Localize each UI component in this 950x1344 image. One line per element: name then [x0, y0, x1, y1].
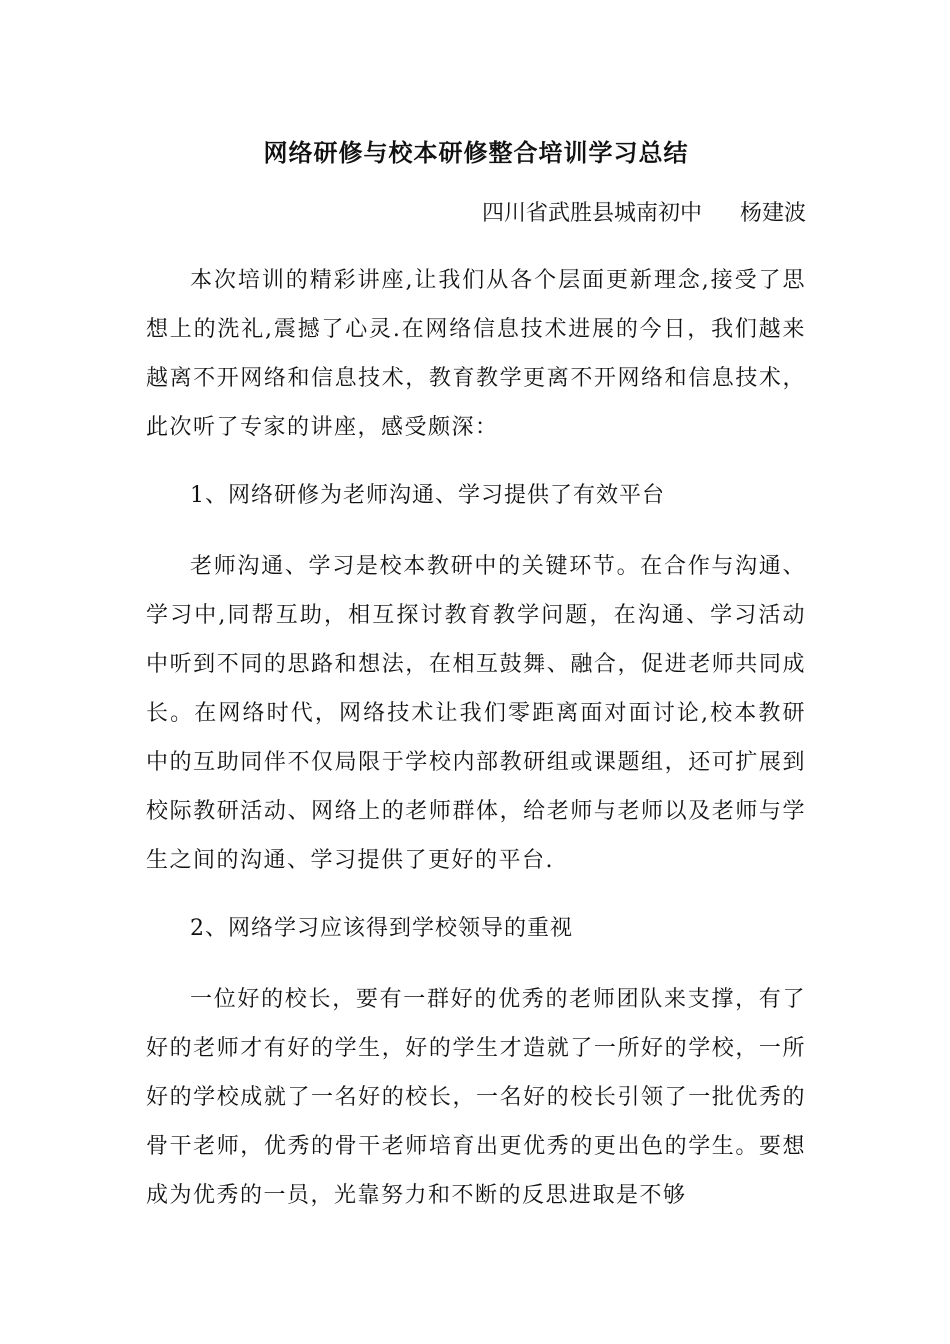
- intro-paragraph: 本次培训的精彩讲座,让我们从各个层面更新理念,接受了思想上的洗礼,震撼了心灵.在网络信息技术进展的今日，我们越来越离不开网络和信息技术，教育教学更离不开网络和信息技术，此次听了专家的讲座，感受颇深：: [146, 268, 806, 440]
- section-paragraph-1: 老师沟通、学习是校本教研中的关键环节。在合作与沟通、学习中,同帮互助，相互探讨教育教学问题，在沟通、学习活动中听到不同的思路和想法，在相互鼓舞、融合，促进老师共同成长。在网络时代，网络技术让我们零距离面对面讨论,校本教研中的互助同伴不仅局限于学校内部教研组或课题组，还可扩展到校际教研活动、网络上的老师群体，给老师与老师以及老师与学生之间的沟通、学习提供了更好的平台.: [146, 554, 806, 873]
- section-heading-1: 1、网络研修为老师沟通、学习提供了有效平台: [190, 483, 665, 508]
- document-body: [146, 128, 806, 1220]
- author-name: 杨建波: [739, 201, 806, 226]
- section-heading-2: 2、网络学习应该得到学校领导的重视: [190, 916, 573, 941]
- section-paragraph-2: 一位好的校长，要有一群好的优秀的老师团队来支撑，有了好的老师才有好的学生，好的学生才造就了一所好的学校，一所好的学校成就了一名好的校长，一名好的校长引领了一批优秀的骨干老师，优秀的骨干老师培育出更优秀的更出色的学生。要想成为优秀的一员，光靠努力和不断的反思进取是不够: [146, 987, 806, 1208]
- author-line: [146, 194, 806, 234]
- author-school: 四川省武胜县城南初中: [481, 201, 702, 226]
- document-title: 网络研修与校本研修整合培训学习总结: [263, 139, 689, 167]
